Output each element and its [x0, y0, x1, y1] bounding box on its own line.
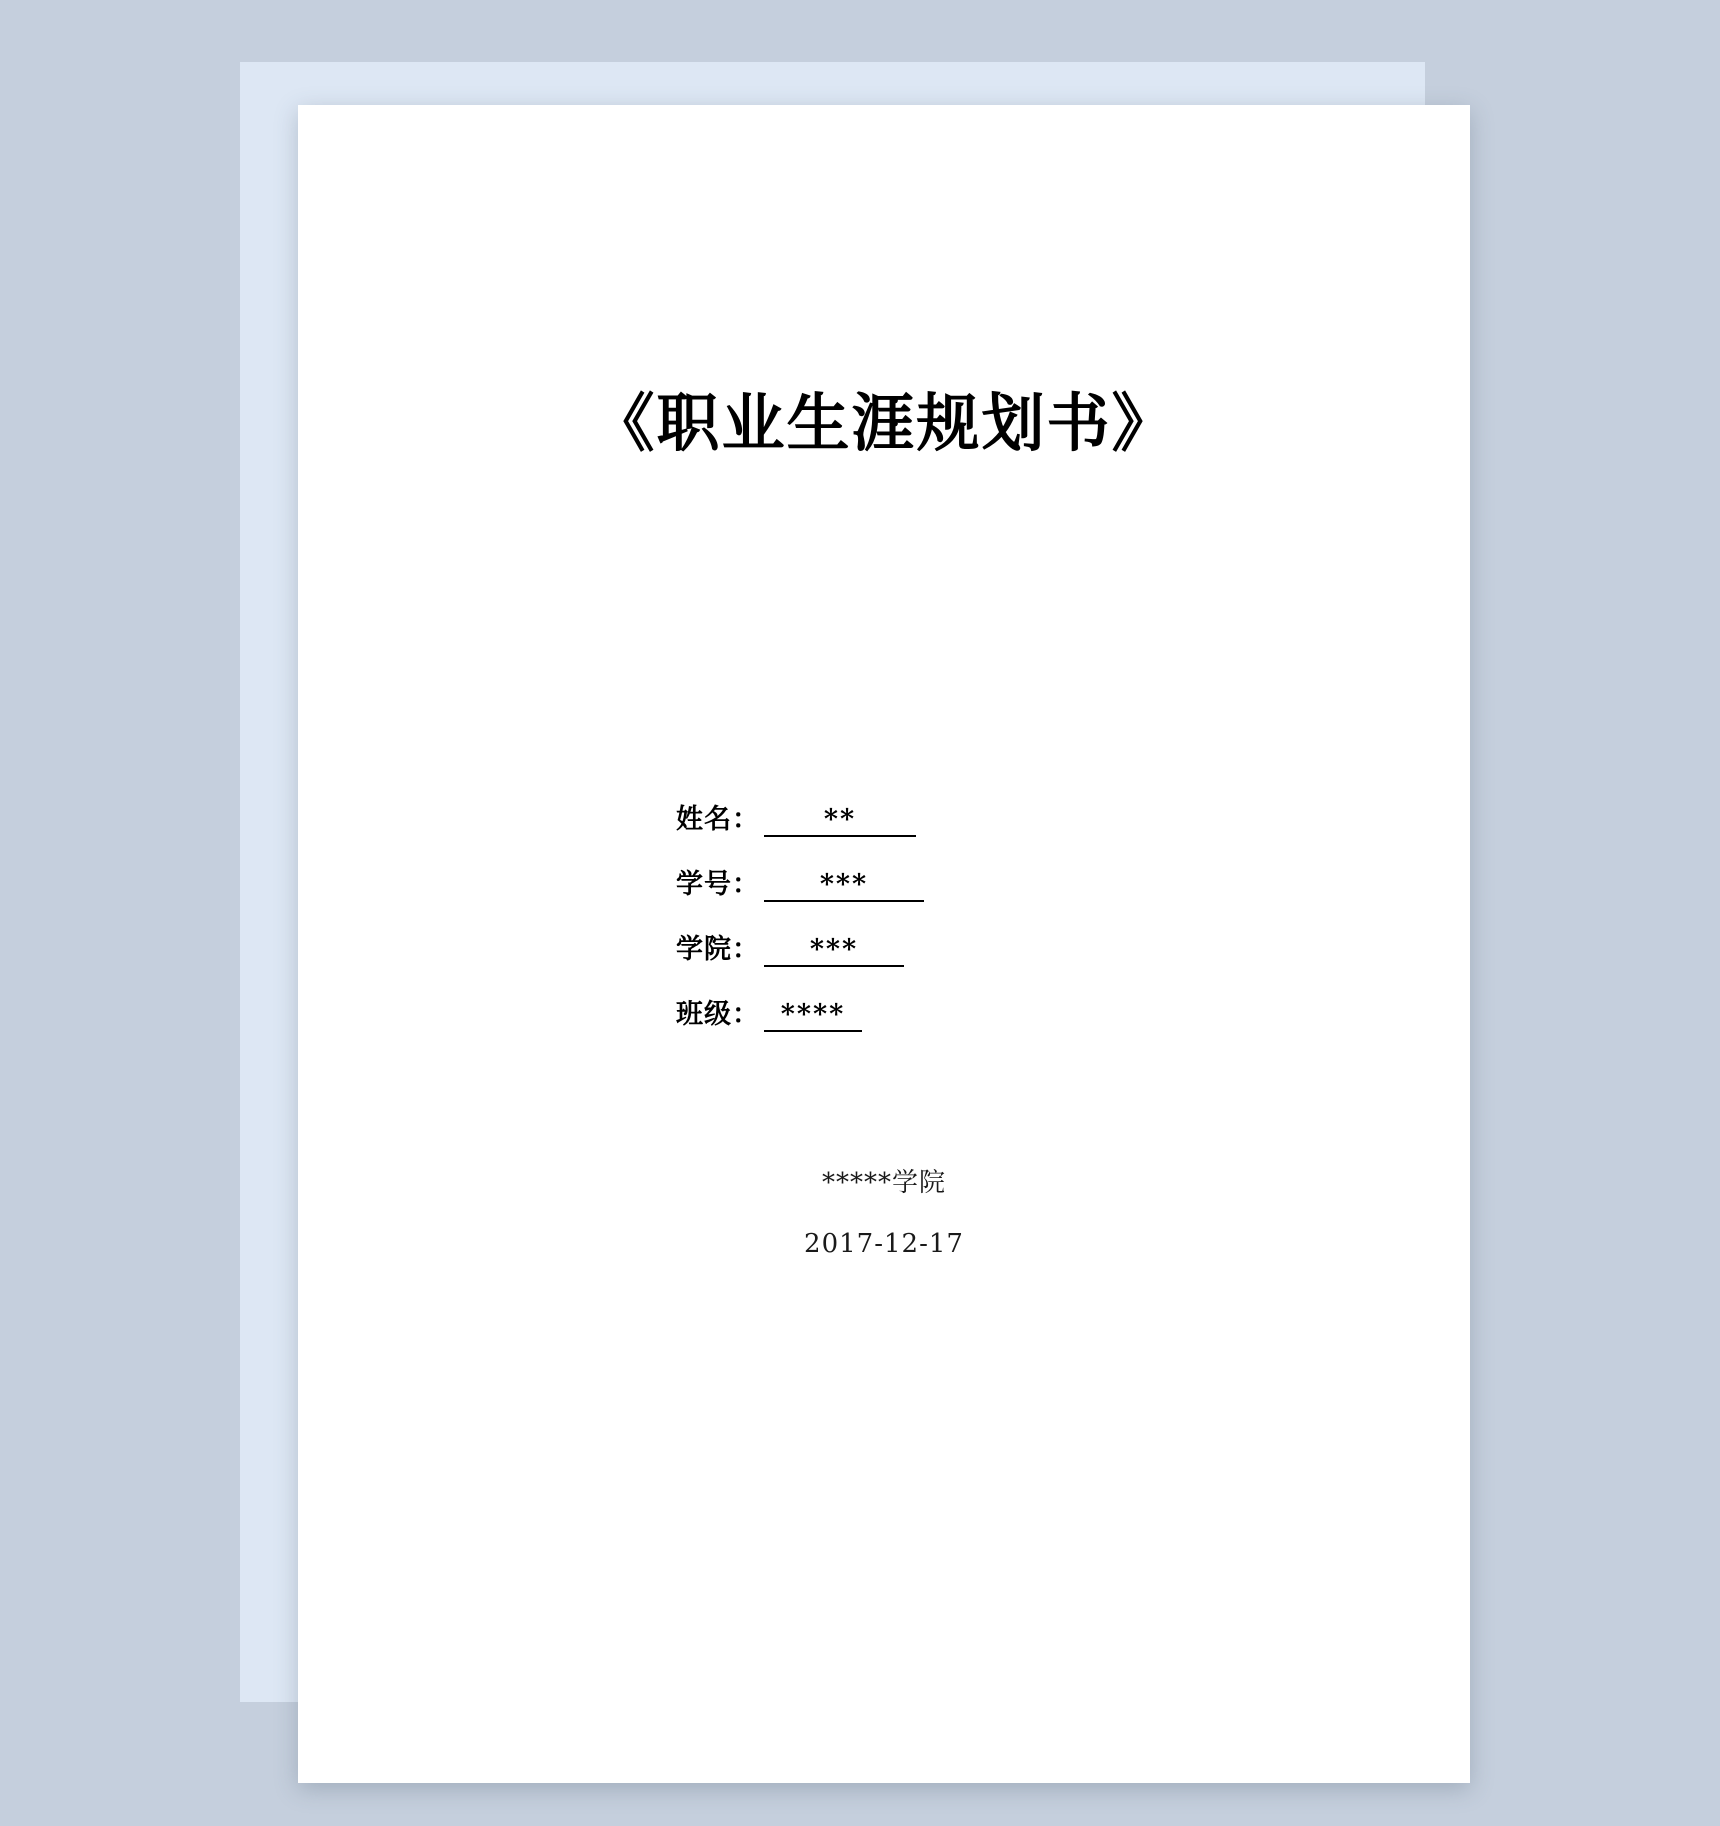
document-page: [298, 105, 1470, 1783]
field-value-college[interactable]: ***: [764, 936, 904, 967]
field-value-class[interactable]: ****: [764, 1001, 862, 1032]
field-row-student-number: [676, 862, 1196, 902]
field-row-name: [676, 797, 1196, 837]
field-label-student-number: 学号：: [676, 869, 760, 900]
field-label-college: 学院：: [676, 934, 760, 965]
footer-institution: *****学院: [821, 1168, 946, 1198]
field-value-name[interactable]: **: [764, 806, 916, 837]
cover-fields: [676, 797, 1196, 1057]
field-row-college: [676, 927, 1196, 967]
field-value-student-number[interactable]: ***: [764, 871, 924, 902]
field-label-name: 姓名：: [676, 804, 760, 835]
field-label-class: 班级：: [676, 999, 760, 1030]
footer-date: 2017-12-17: [804, 1229, 964, 1259]
field-row-class: [676, 992, 1196, 1032]
cover-footer: [298, 1162, 1470, 1259]
page-title: 《职业生涯规划书》: [591, 386, 1177, 460]
